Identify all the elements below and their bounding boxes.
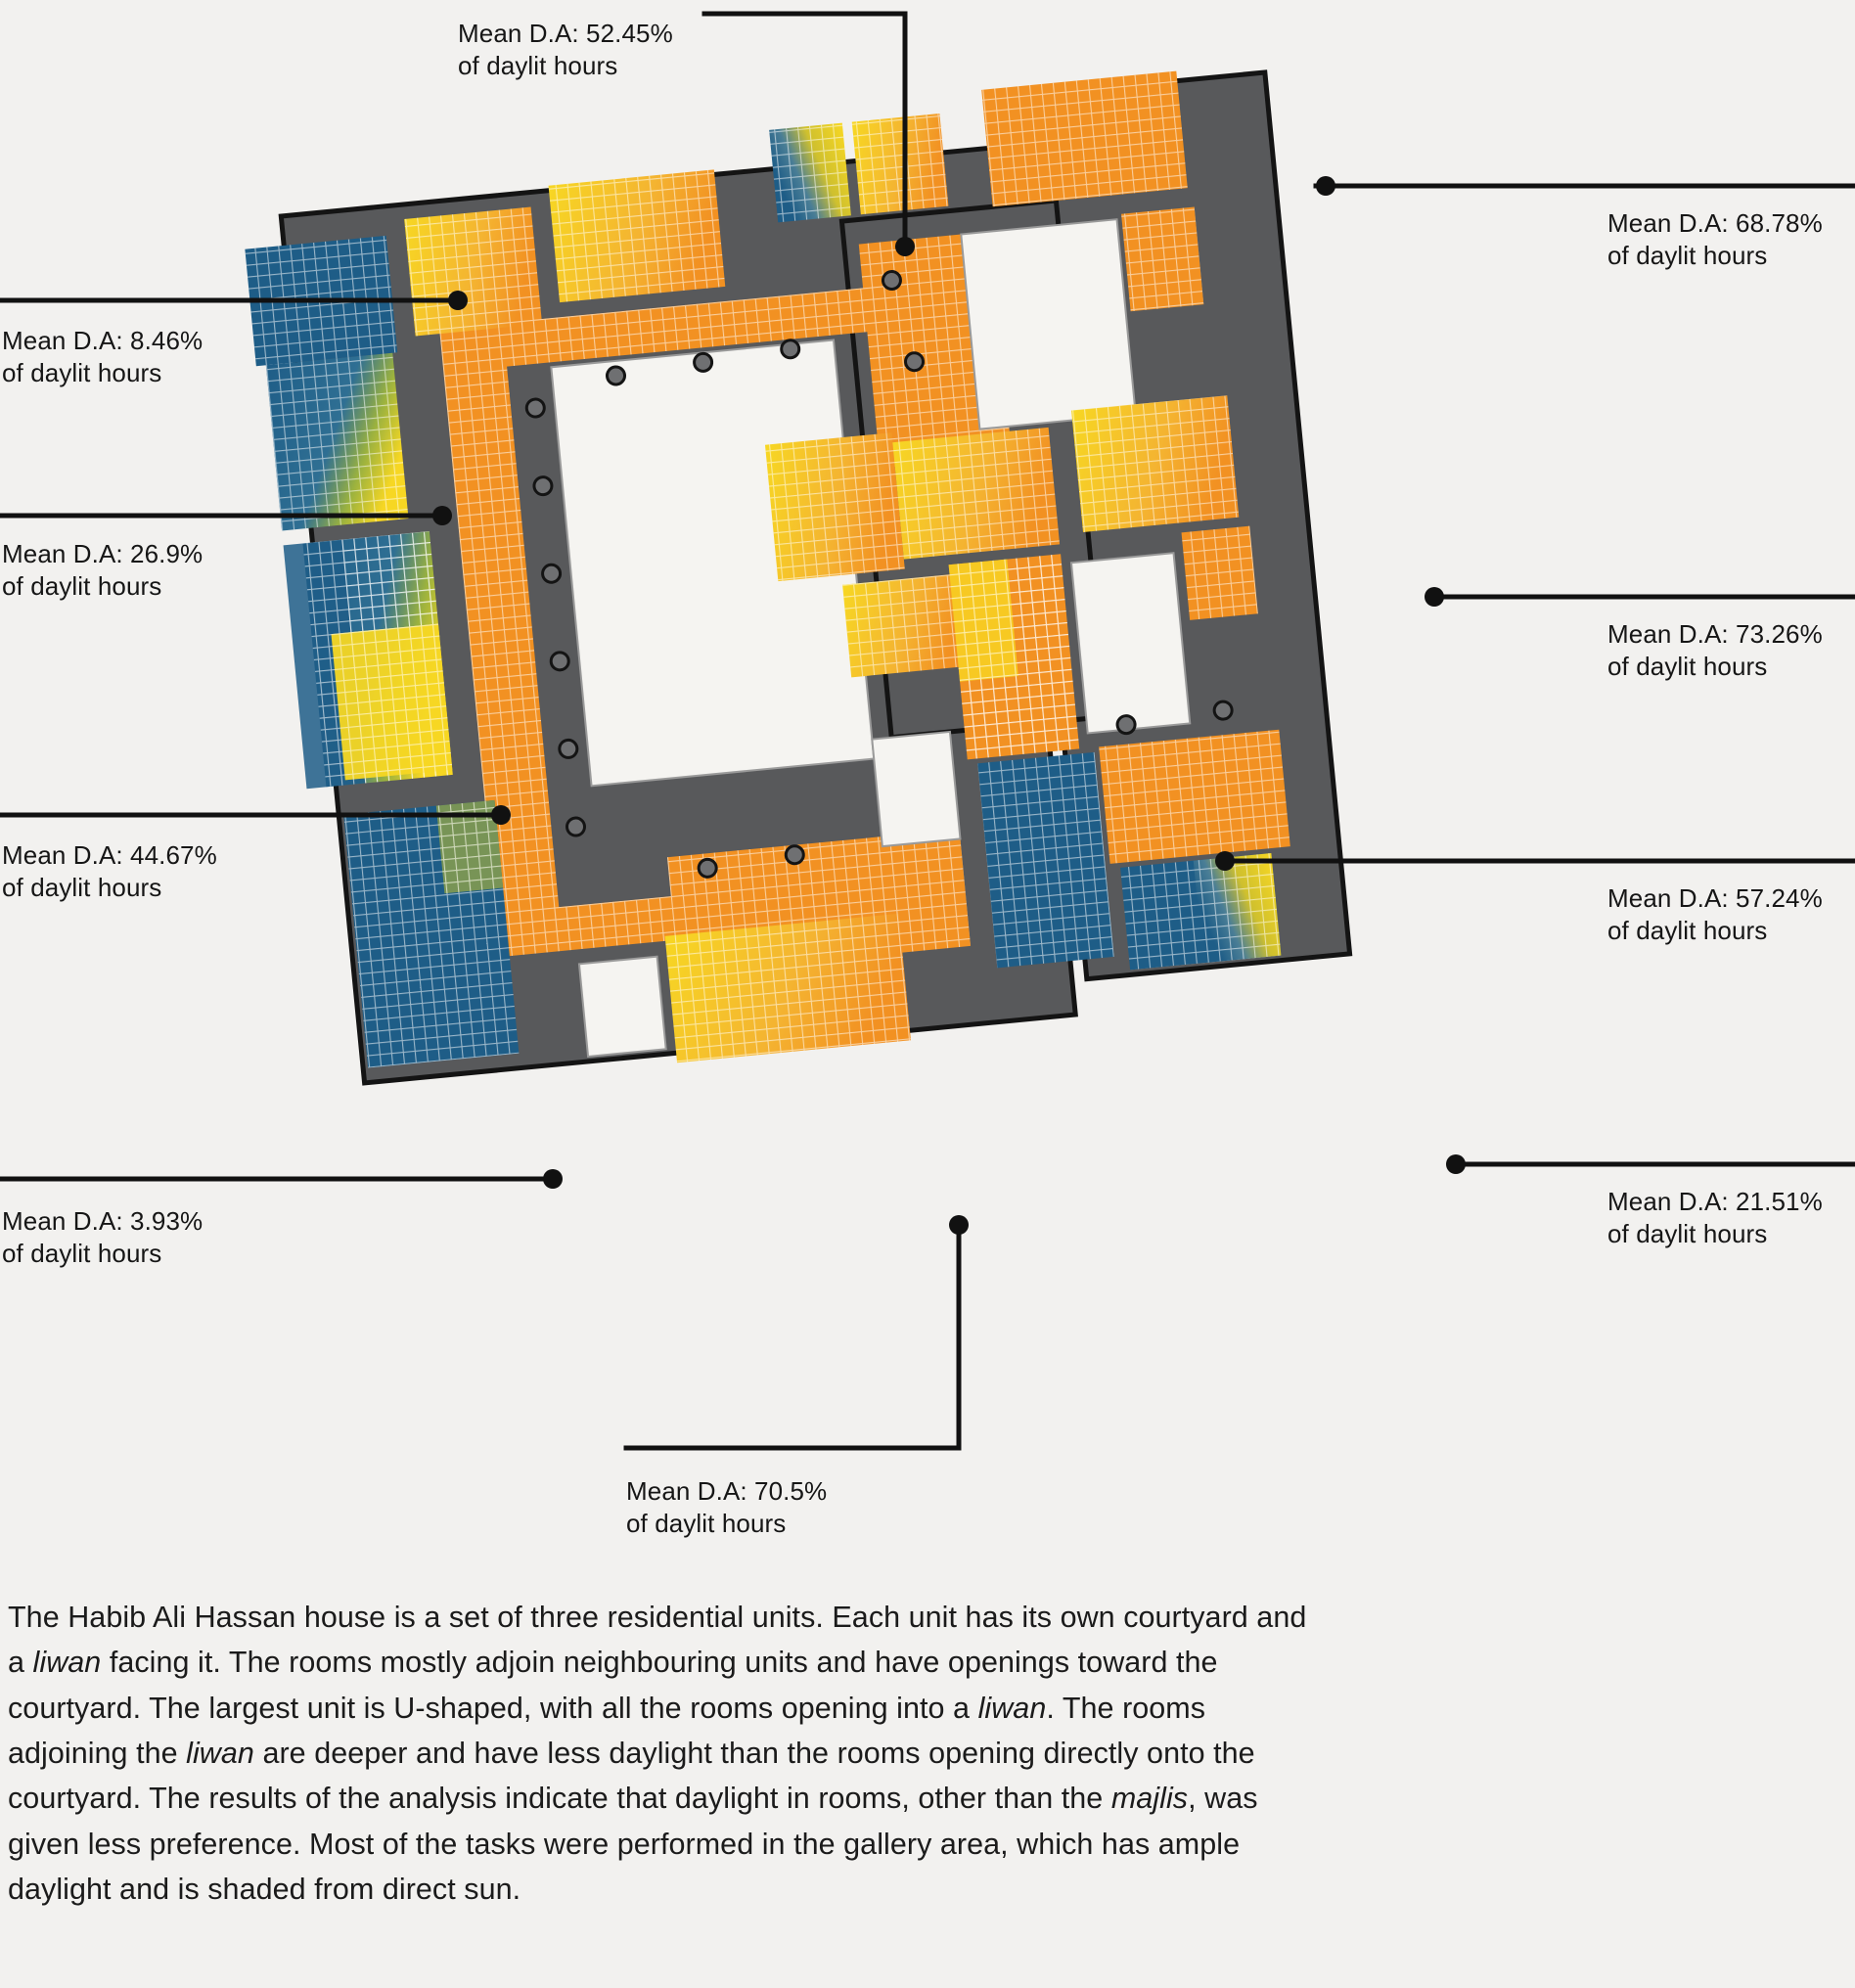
east-void [1071, 553, 1190, 733]
endpoint-top [895, 237, 915, 256]
caption-segment-6: are deeper and have less daylight than the rooms opening directly onto the courtyard. The results of the analysis indicate that daylight in rooms, other than the [8, 1737, 1255, 1816]
room-northeast-68-78-grid [981, 71, 1188, 207]
endpoint-right-3 [1215, 851, 1235, 871]
endpoint-right-2 [1425, 587, 1444, 607]
endpoint-left-1 [448, 291, 468, 310]
room-east-small-a-grid [1121, 207, 1203, 312]
annotation-left-4-sub: of daylit hours [2, 1239, 162, 1269]
annotation-right-1-value: Mean D.A: 68.78% [1607, 208, 1823, 238]
room-southeast-blue-grid [977, 752, 1114, 969]
annotation-left-1 [2, 325, 203, 390]
endpoint-left-3 [491, 805, 511, 825]
annotation-right-3 [1607, 882, 1823, 948]
room-mid-north-blue-grid [769, 123, 851, 223]
annotation-right-3-sub: of daylit hours [1607, 916, 1768, 946]
figure-caption [8, 1595, 1309, 1913]
annotation-left-2 [2, 538, 203, 604]
caption-segment-0: The Habib Ali Hassan house is a set of three residential units. Each unit has its own courtyard and a [8, 1601, 1307, 1680]
caption-segment-7: majlis [1110, 1782, 1189, 1816]
endpoint-right-1 [1316, 176, 1335, 196]
caption-segment-3: liwan [977, 1691, 1047, 1725]
room-southeast-21-51-bright-grid [1194, 853, 1282, 963]
annotation-left-2-sub: of daylit hours [2, 571, 162, 602]
annotation-left-4-value: Mean D.A: 3.93% [2, 1206, 204, 1236]
room-mid-south-a-grid [842, 573, 969, 677]
annotation-right-2 [1607, 618, 1823, 684]
caption-segment-5: liwan [186, 1737, 254, 1771]
room-north-52-45-grid [549, 169, 726, 302]
annotation-right-1 [1607, 207, 1823, 273]
room-west-44-67-grid2 [302, 531, 452, 787]
room-east-73-26-grid [1071, 395, 1239, 532]
annotation-bottom-sub: of daylit hours [626, 1509, 787, 1539]
annotation-right-1-sub: of daylit hours [1607, 241, 1768, 271]
endpoint-left-4 [543, 1169, 563, 1189]
annotation-top [458, 18, 673, 83]
annotation-left-1-sub: of daylit hours [2, 358, 162, 388]
endpoint-right-4 [1446, 1154, 1466, 1174]
room-north-mid-a-grid [404, 207, 542, 337]
caption-segment-8: , was given less preference. Most of the tasks were performed in the gallery area, which has ample daylight and is shaded from direct sun. [8, 1782, 1258, 1907]
annotation-left-3 [2, 839, 217, 905]
annotation-top-sub: of daylit hours [458, 51, 618, 81]
room-east-small-b-grid [1182, 526, 1258, 620]
annotation-left-3-sub: of daylit hours [2, 873, 162, 903]
annotation-left-3-value: Mean D.A: 44.67% [2, 840, 217, 870]
plan-body [237, 63, 1354, 1097]
room-mid-west-a-grid [765, 432, 905, 581]
annotation-left-2-value: Mean D.A: 26.9% [2, 539, 204, 568]
annotation-right-2-sub: of daylit hours [1607, 652, 1768, 682]
annotation-right-2-value: Mean D.A: 73.26% [1607, 619, 1823, 649]
annotation-top-value: Mean D.A: 52.45% [458, 19, 673, 48]
annotation-right-3-value: Mean D.A: 57.24% [1607, 883, 1823, 913]
endpoint-left-2 [432, 506, 452, 525]
room-mid-center-grid [892, 428, 1060, 560]
room-southeast-orange-grid [1099, 730, 1290, 864]
caption-segment-2: facing it. The rooms mostly adjoin neighbouring units and have openings toward the courtyard. The largest unit is U-shaped, with all the rooms opening into a [8, 1646, 1218, 1725]
east-courtyard [961, 219, 1135, 429]
annotation-right-4-value: Mean D.A: 21.51% [1607, 1187, 1823, 1216]
room-mid-north-small-grid [852, 113, 949, 214]
annotation-bottom [626, 1475, 827, 1541]
room-south-70-5-grid [665, 914, 911, 1062]
room-mid-57-24-grid2 [949, 554, 1080, 759]
annotation-left-1-value: Mean D.A: 8.46% [2, 326, 204, 355]
caption-segment-1: liwan [32, 1646, 102, 1680]
annotation-right-4 [1607, 1186, 1823, 1251]
room-west-26-9-grid [266, 353, 409, 531]
mid-void [872, 732, 960, 846]
annotation-right-4-sub: of daylit hours [1607, 1219, 1768, 1249]
annotation-bottom-value: Mean D.A: 70.5% [626, 1476, 828, 1506]
caption-segment-4: . The rooms adjoining the [8, 1691, 1206, 1771]
leader-bottom [626, 1225, 959, 1448]
annotation-left-4 [2, 1205, 203, 1271]
endpoint-bottom [949, 1215, 969, 1235]
entry-void [579, 957, 666, 1057]
